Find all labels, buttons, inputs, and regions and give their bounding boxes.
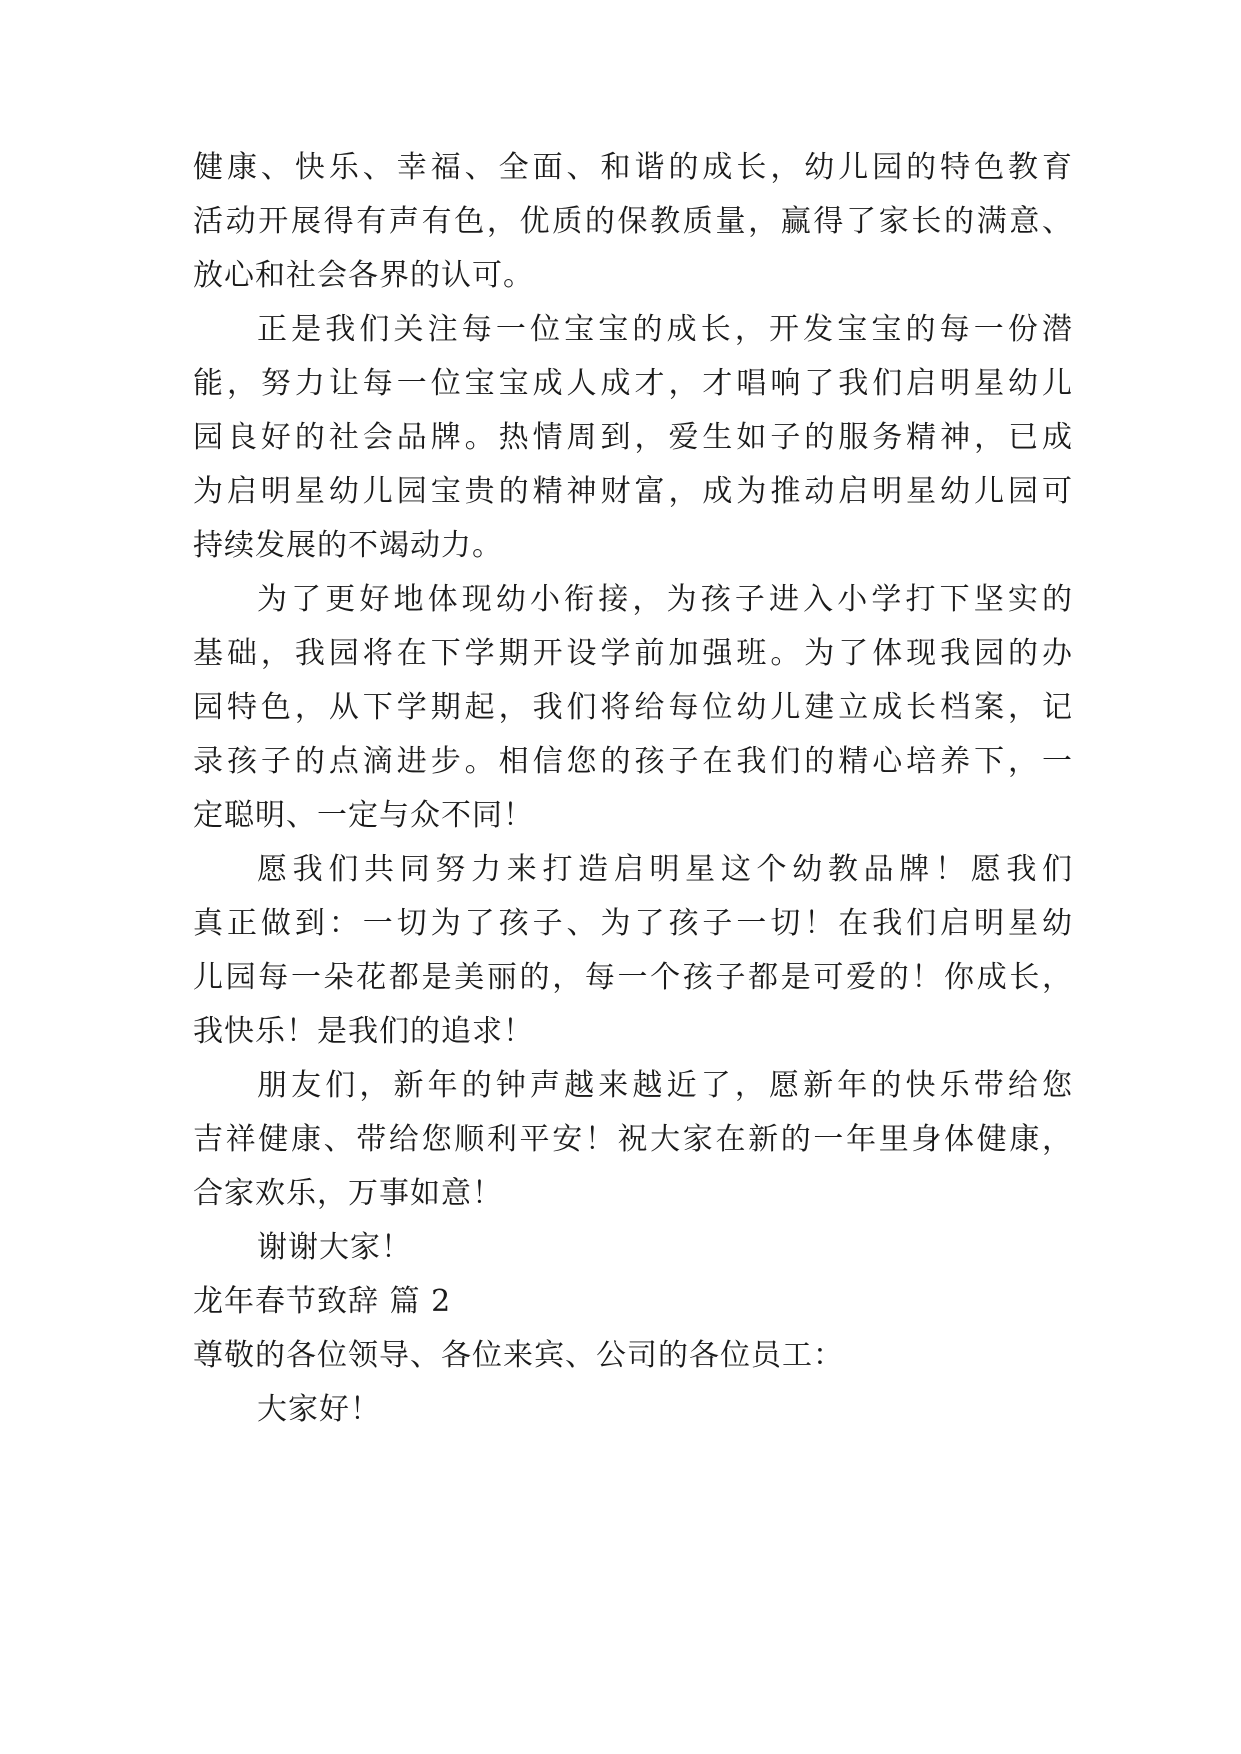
paragraph-line: 能，努力让每一位宝宝成人成才，才唱响了我们启明星幼儿	[193, 366, 1073, 401]
salutation-line: 尊敬的各位领导、各位来宾、公司的各位员工：	[193, 1338, 844, 1373]
greeting-line: 大家好！	[257, 1392, 381, 1427]
section-heading: 龙年春节致辞 篇 2	[193, 1284, 452, 1319]
paragraph-line: 合家欢乐，万事如意！	[193, 1176, 503, 1211]
paragraph-line: 园特色，从下学期起，我们将给每位幼儿建立成长档案，记	[193, 690, 1073, 725]
paragraph-line: 我快乐！是我们的追求！	[193, 1014, 534, 1049]
paragraph-line: 谢谢大家！	[257, 1230, 412, 1265]
paragraph-line: 基础，我园将在下学期开设学前加强班。为了体现我园的办	[193, 636, 1073, 671]
paragraph-line: 放心和社会各界的认可。	[193, 258, 534, 293]
paragraph-line: 为启明星幼儿园宝贵的精神财富，成为推动启明星幼儿园可	[193, 474, 1073, 509]
paragraph-line: 园良好的社会品牌。热情周到，爱生如子的服务精神，已成	[193, 420, 1073, 455]
paragraph-line: 朋友们，新年的钟声越来越近了，愿新年的快乐带给您	[257, 1068, 1073, 1103]
paragraph-line: 持续发展的不竭动力。	[193, 528, 503, 563]
paragraph-line: 愿我们共同努力来打造启明星这个幼教品牌！愿我们	[257, 852, 1073, 887]
paragraph-line: 健康、快乐、幸福、全面、和谐的成长，幼儿园的特色教育	[193, 150, 1073, 185]
paragraph-line: 活动开展得有声有色，优质的保教质量，赢得了家长的满意、	[193, 204, 1073, 239]
paragraph-line: 录孩子的点滴进步。相信您的孩子在我们的精心培养下，一	[193, 744, 1073, 779]
paragraph-line: 真正做到：一切为了孩子、为了孩子一切！在我们启明星幼	[193, 906, 1073, 941]
paragraph-line: 定聪明、一定与众不同！	[193, 798, 534, 833]
paragraph-line: 儿园每一朵花都是美丽的，每一个孩子都是可爱的！你成长，	[193, 960, 1073, 995]
paragraph-line: 正是我们关注每一位宝宝的成长，开发宝宝的每一份潜	[257, 312, 1073, 347]
paragraph-line: 为了更好地体现幼小衔接，为孩子进入小学打下坚实的	[257, 582, 1073, 617]
paragraph-line: 吉祥健康、带给您顺利平安！祝大家在新的一年里身体健康，	[193, 1122, 1073, 1157]
